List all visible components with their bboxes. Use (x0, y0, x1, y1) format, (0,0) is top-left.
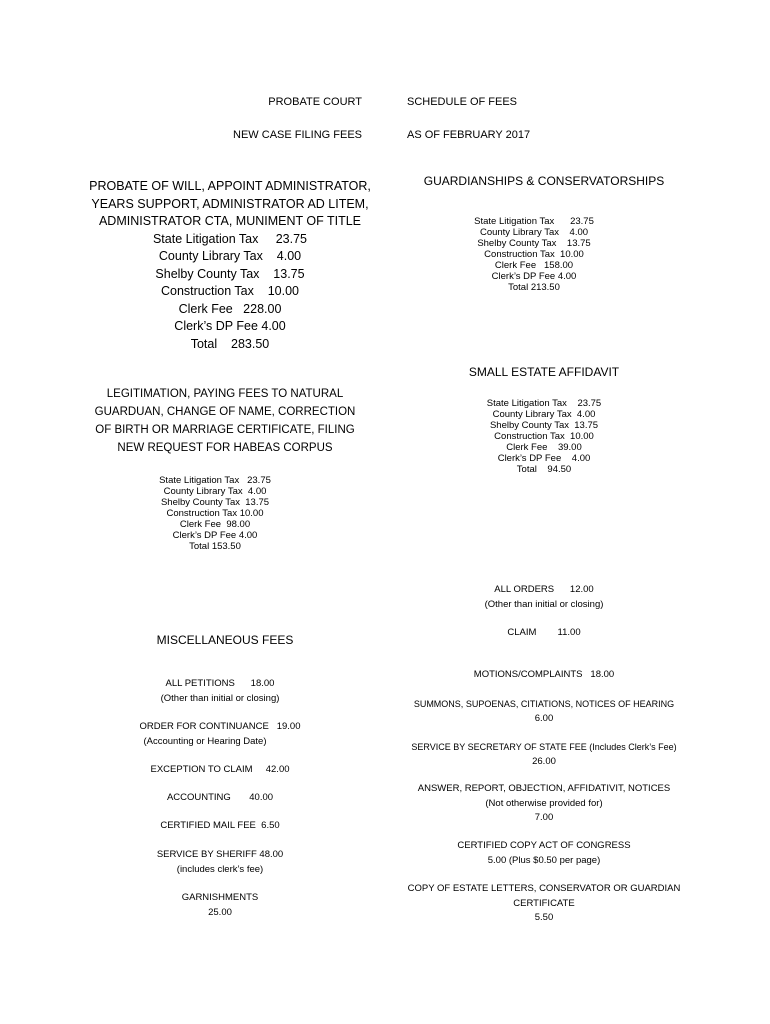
fee-line: CLAIM 11.00 (507, 627, 581, 638)
fee-line: Shelby County Tax 13.75 (160, 497, 270, 508)
fee-note: (Other than initial or closing) (160, 692, 280, 704)
fee-amount: 7.00 (534, 812, 554, 823)
fee-line: County Library Tax 4.00 (163, 486, 267, 497)
fee-line: State Litigation Tax 23.75 (152, 231, 308, 246)
fee-note: 5.00 (Plus $0.50 per page) (487, 854, 601, 866)
fee-total: Total 283.50 (190, 336, 270, 351)
fee-line: ORDER FOR CONTINUANCE 19.00 (139, 721, 301, 732)
fee-line: Clerk Fee 158.00 (494, 260, 574, 271)
fee-total: Total 213.50 (508, 282, 560, 293)
section-title-line: NEW REQUEST FOR HABEAS CORPUS (117, 442, 333, 454)
fee-line: SERVICE BY SHERIFF 48.00 (156, 849, 284, 860)
fee-note: (Other than initial or closing) (484, 598, 604, 610)
fee-line: SUMMONS, SUPOENAS, CITIATIONS, NOTICES OF HEARING (413, 699, 675, 709)
fee-line: Clerk’s DP Fee 4.00 (491, 271, 577, 282)
fee-line: State Litigation Tax 23.75 (474, 216, 594, 227)
header-right-line1: SCHEDULE OF FEES (407, 96, 518, 108)
fee-line: State Litigation Tax 23.75 (159, 475, 271, 486)
fee-line: Construction Tax 10.00 (484, 249, 584, 260)
fee-line: Clerk’s DP Fee 4.00 (497, 453, 591, 464)
section-title-line: OF BIRTH OR MARRIAGE CERTIFICATE, FILING (95, 424, 355, 436)
fee-total: Total 94.50 (516, 464, 572, 475)
header-left-line1: PROBATE COURT (268, 96, 362, 108)
fee-amount: 6.00 (534, 712, 554, 724)
fee-line: CERTIFICATE (513, 897, 575, 909)
fee-line: Construction Tax 10.00 (494, 431, 594, 442)
fee-line: Construction Tax 10.00 (166, 508, 264, 519)
right-misc-item (400, 839, 688, 868)
fee-line: ALL PETITIONS 18.00 (165, 678, 275, 689)
fee-line: Construction Tax 10.00 (160, 284, 300, 298)
fee-line: County Library Tax 4.00 (158, 249, 302, 263)
fee-line: State Litigation Tax 23.75 (486, 398, 602, 409)
header-left-line2: NEW CASE FILING FEES (233, 129, 362, 141)
fee-line: CERTIFIED COPY ACT OF CONGRESS (457, 840, 631, 851)
small-estate-section (420, 365, 668, 475)
fee-line: County Library Tax 4.00 (492, 409, 596, 420)
fee-note: (includes clerk’s fee) (176, 863, 264, 875)
misc-fees-title: MISCELLANEOUS FEES (156, 633, 294, 647)
fee-line: ALL ORDERS 12.00 (494, 584, 594, 595)
misc-item (90, 677, 350, 706)
fee-total: Total 153.50 (189, 541, 241, 552)
section-title-line: PROBATE OF WILL, APPOINT ADMINISTRATOR, (89, 179, 371, 193)
fee-line: SERVICE BY SECRETARY OF STATE FEE (Includes Clerk’s Fee) (411, 742, 677, 752)
fee-line: MOTIONS/COMPLAINTS 18.00 (473, 669, 615, 680)
fee-line: County Library Tax 4.00 (479, 227, 589, 238)
probate-will-section (60, 178, 400, 353)
misc-item (90, 848, 350, 877)
fee-line: Clerk Fee 228.00 (178, 301, 282, 316)
fee-line: Clerk Fee 98.00 (179, 519, 251, 530)
section-title-line: YEARS SUPPORT, ADMINISTRATOR AD LITEM, (91, 196, 369, 211)
fee-line: ACCOUNTING 40.00 (166, 792, 274, 803)
fee-line: CERTIFIED MAIL FEE 6.50 (160, 820, 280, 831)
fee-line: Clerk’s DP Fee 4.00 (172, 530, 258, 541)
fee-line: Shelby County Tax 13.75 (489, 420, 599, 431)
section-title-line: LEGITIMATION, PAYING FEES TO NATURAL (106, 388, 344, 400)
section-title-line: GUARDUAN, CHANGE OF NAME, CORRECTION (94, 406, 356, 418)
fee-line: GARNISHMENTS (181, 892, 259, 903)
fee-amount: 5.50 (534, 912, 554, 923)
fee-line: ANSWER, REPORT, OBJECTION, AFFIDATIVIT, NOTICES (417, 783, 671, 794)
misc-item (90, 720, 350, 749)
legitimation-section (70, 385, 380, 552)
fee-note: (Not otherwise provided for) (485, 797, 603, 809)
fee-note: (Accounting or Hearing Date) (143, 735, 267, 747)
misc-item (90, 791, 350, 806)
fee-line: Shelby County Tax 13.75 (477, 238, 591, 249)
guardianships-section (410, 174, 678, 293)
fee-amount: 26.00 (532, 755, 556, 767)
section-title: SMALL ESTATE AFFIDAVIT (468, 365, 620, 379)
right-misc-item (400, 882, 688, 926)
fee-amount: 25.00 (208, 906, 232, 918)
right-misc-item (400, 697, 688, 726)
fee-line: COPY OF ESTATE LETTERS, CONSERVATOR OR GUARDIAN (407, 883, 681, 894)
right-misc-item (400, 668, 688, 683)
right-misc-item (400, 782, 688, 826)
right-misc-item (400, 740, 688, 769)
misc-item (90, 763, 350, 778)
fee-line: EXCEPTION TO CLAIM 42.00 (150, 764, 290, 775)
fee-line: Clerk Fee 39.00 (506, 442, 582, 453)
misc-item (90, 819, 350, 834)
all-orders-item (420, 583, 668, 612)
fee-line: Shelby County Tax 13.75 (155, 266, 305, 281)
claim-item (420, 626, 668, 641)
section-title-line: ADMINISTRATOR CTA, MUNIMENT OF TITLE (98, 214, 362, 228)
misc-item (90, 891, 350, 920)
fee-line: Clerk’s DP Fee 4.00 (174, 319, 286, 333)
section-title: GUARDIANSHIPS & CONSERVATORSHIPS (423, 174, 665, 188)
header-right-line2: AS OF FEBRUARY 2017 (407, 129, 531, 141)
